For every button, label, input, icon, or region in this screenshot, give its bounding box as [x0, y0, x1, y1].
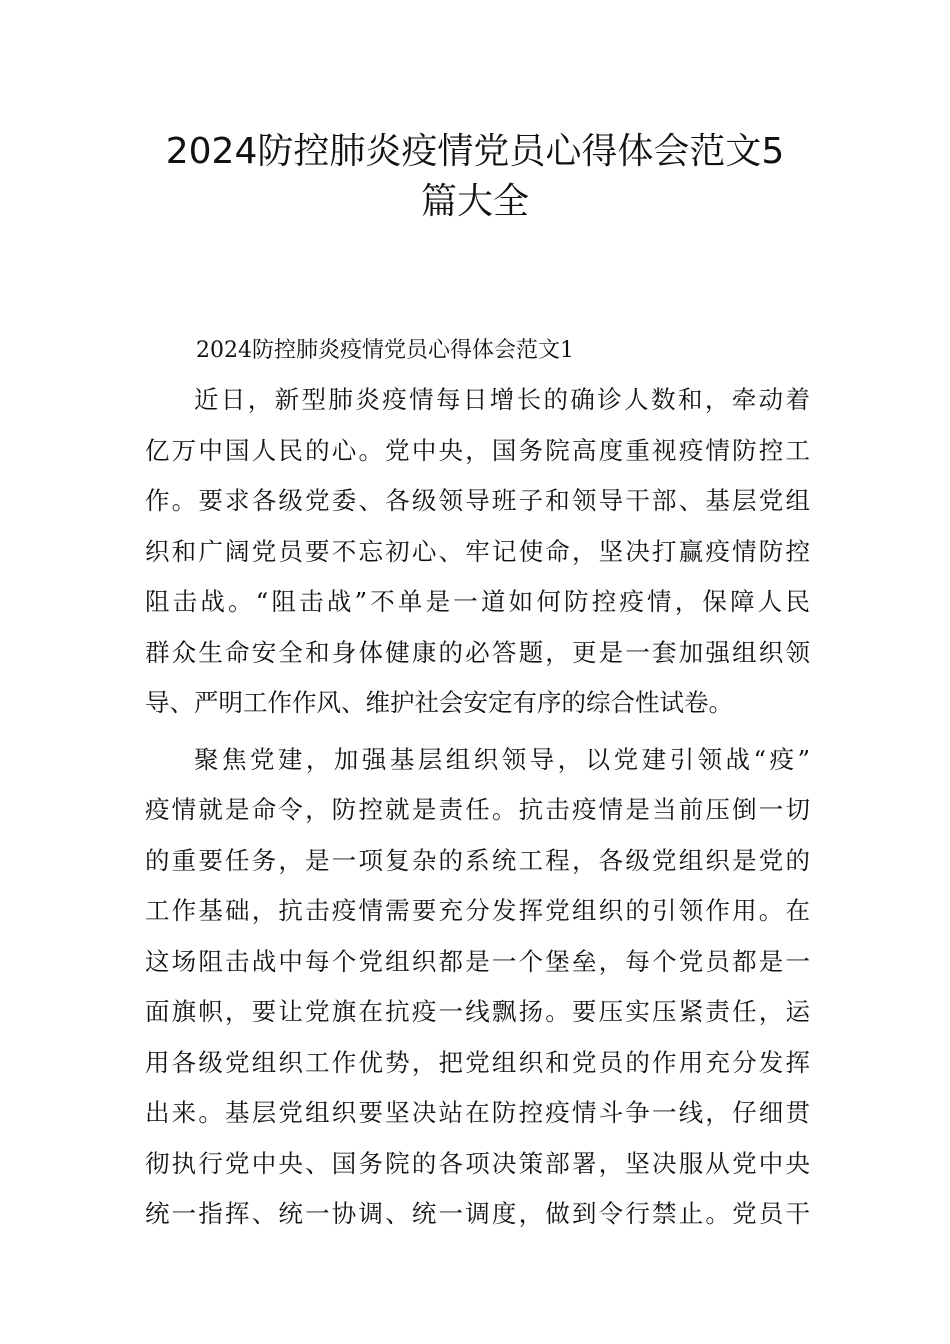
paragraph-2-line: 这场阻击战中每个党组织都是一个堡垒，每个党员都是一: [145, 946, 810, 976]
paragraph-2-line: 彻执行党中央、国务院的各项决策部署，坚决服从党中央: [145, 1148, 810, 1178]
title-line-2: 篇大全: [420, 181, 529, 222]
section-subtitle: 2024防控肺炎疫情党员心得体会范文1: [196, 338, 574, 363]
paragraph-2-line: 工作基础，抗击疫情需要充分发挥党组织的引领作用。在: [145, 896, 810, 925]
paragraph-1-line: 织和广阔党员要不忘初心、牢记使命，坚决打赢疫情防控: [145, 536, 810, 566]
paragraph-2-line: 统一指挥、统一协调、统一调度，做到令行禁止。党员干: [145, 1199, 810, 1228]
paragraph-2-line: 聚焦党建，加强基层组织领导，以党建引领战“疫”: [194, 744, 810, 774]
document-title: [120, 127, 830, 227]
paragraph-1-line: 阻击战。“阻击战”不单是一道如何防控疫情，保障人民: [145, 587, 810, 616]
paragraph-2-line: 的重要任务，是一项复杂的系统工程，各级党组织是党的: [145, 845, 810, 875]
title-line-1: 2024防控肺炎疫情党员心得体会范文5: [165, 131, 785, 172]
paragraph-2-line: 面旗帜，要让党旗在抗疫一线飘扬。要压实压紧责任，运: [145, 997, 810, 1026]
paragraph-1-line: 作。要求各级党委、各级领导班子和领导干部、基层党组: [145, 486, 810, 515]
paragraph-2-line: 出来。基层党组织要坚决站在防控疫情斗争一线，仔细贯: [145, 1098, 810, 1127]
paragraph-1-line: 导、严明工作作风、维护社会安定有序的综合性试卷。: [145, 688, 733, 717]
paragraph-2-line: 用各级党组织工作优势，把党组织和党员的作用充分发挥: [145, 1047, 810, 1077]
document-body: [145, 375, 810, 1240]
paragraph-2-line: 疫情就是命令，防控就是责任。抗击疫情是当前压倒一切: [145, 795, 810, 824]
paragraph-1-line: 近日，新型肺炎疫情每日增长的确诊人数和，牵动着: [194, 385, 810, 414]
paragraph-1-line: 亿万中国人民的心。党中央，国务院高度重视疫情防控工: [145, 435, 810, 465]
paragraph-1-line: 群众生命安全和身体健康的必答题，更是一套加强组织领: [145, 637, 810, 667]
